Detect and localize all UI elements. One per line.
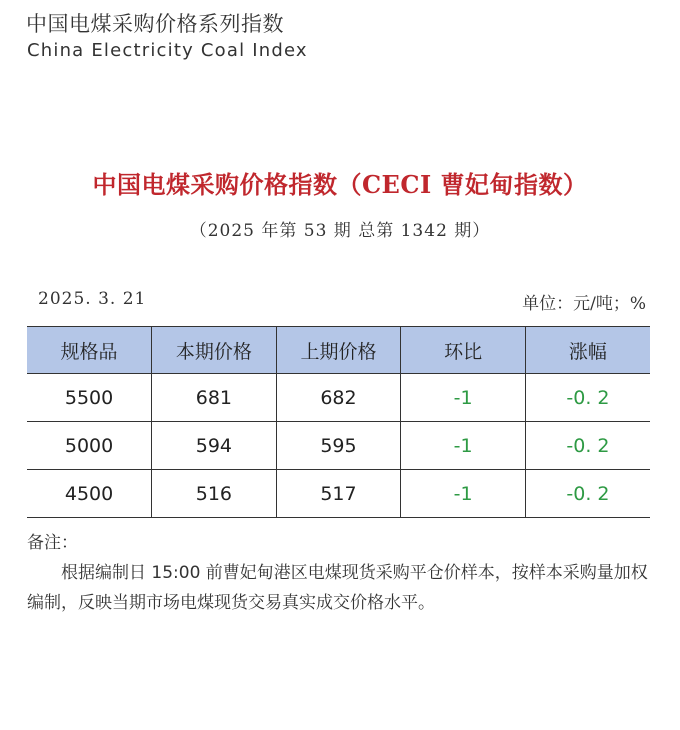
notes-body: 根据编制日 15:00 前曹妃甸港区电煤现货采购平仓价样本，按样本采购量加权编制，反映当期市场电煤现货交易真实成交价格水平。 [27, 563, 648, 613]
series-title-cn: 中国电煤采购价格系列指数 [26, 12, 284, 36]
cell-change: -1 [401, 422, 526, 470]
column-header-spec: 规格品 [27, 327, 152, 374]
cell-spec: 5000 [27, 422, 152, 470]
cell-spec: 4500 [27, 470, 152, 518]
cell-pct-change: -0. 2 [525, 422, 650, 470]
table-row [27, 470, 650, 518]
unit-label: 单位：元/吨；% [522, 294, 646, 314]
report-title: 中国电煤采购价格指数（CECI 曹妃甸指数） [92, 170, 588, 199]
cell-current-price: 594 [152, 422, 277, 470]
cell-previous-price: 682 [276, 374, 401, 422]
notes-label: 备注： [27, 533, 78, 553]
column-header-pct-change: 涨幅 [525, 327, 650, 374]
report-date: 2025. 3. 21 [38, 289, 147, 309]
series-title-en: China Electricity Coal Index [27, 40, 308, 61]
table-row [27, 374, 650, 422]
cell-pct-change: -0. 2 [525, 470, 650, 518]
price-table [27, 326, 650, 518]
column-header-current-price: 本期价格 [152, 327, 277, 374]
table-header-row [27, 327, 650, 374]
cell-change: -1 [401, 374, 526, 422]
column-header-previous-price: 上期价格 [276, 327, 401, 374]
issue-number: （2025 年第 53 期 总第 1342 期） [189, 221, 491, 241]
column-header-change: 环比 [401, 327, 526, 374]
cell-change: -1 [401, 470, 526, 518]
cell-previous-price: 595 [276, 422, 401, 470]
cell-current-price: 681 [152, 374, 277, 422]
cell-pct-change: -0. 2 [525, 374, 650, 422]
cell-spec: 5500 [27, 374, 152, 422]
cell-current-price: 516 [152, 470, 277, 518]
cell-previous-price: 517 [276, 470, 401, 518]
table-row [27, 422, 650, 470]
